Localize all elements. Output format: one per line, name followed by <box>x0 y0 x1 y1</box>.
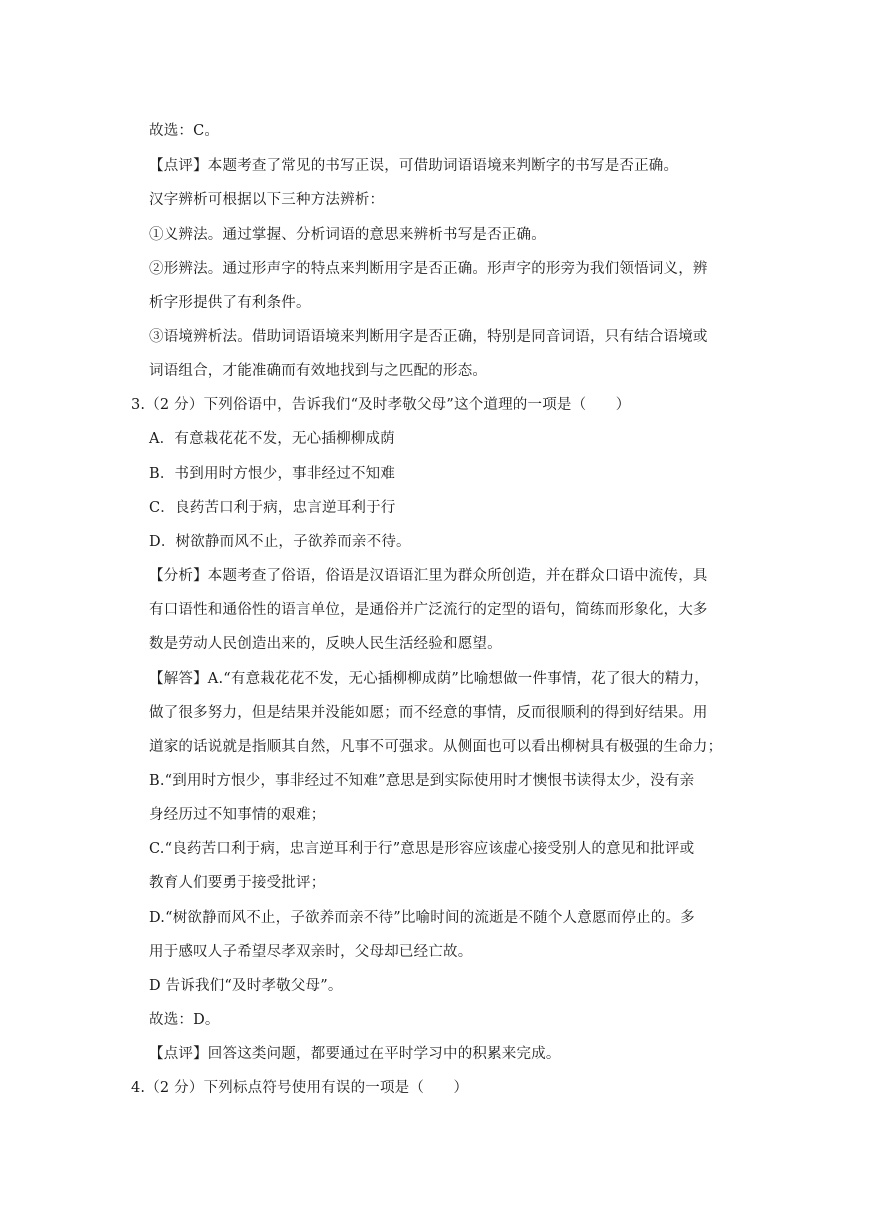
question-3-option-b: B．书到用时方恨少，事非经过不知难 <box>149 466 396 482</box>
question-4-stem: 4.（2 分）下列标点符号使用有误的一项是（ ） <box>131 1080 469 1096</box>
comment-line: 【点评】本题考查了常见的书写正误，可借助词语语境来判断字的书写是否正确。 <box>149 158 679 174</box>
solution-line: 【解答】A.“有意栽花花不发，无心插柳柳成荫”比喻想做一件事情，花了很大的精力， <box>149 671 709 687</box>
answer-choice-line: 故选：C。 <box>149 123 220 139</box>
method-2-line: ②形辨法。通过形声字的特点来判断用字是否正确。形声字的形旁为我们领悟词义，辨 <box>149 261 708 277</box>
method-intro-line: 汉字辨析可根据以下三种方法辨析： <box>149 192 385 208</box>
solution-continued-line: 道家的话说就是指顺其自然，凡事不可强求。从侧面也可以看出柳树具有极强的生命力； <box>149 739 723 755</box>
question-3-option-d: D．树欲静而风不止，子欲养而亲不待。 <box>149 534 411 550</box>
solution-c-continued-line: 教育人们要勇于接受批评； <box>149 875 326 891</box>
solution-conclusion-line: D 告诉我们“及时孝敬父母”。 <box>149 978 343 994</box>
method-2-continued-line: 析字形提供了有利条件。 <box>149 295 311 311</box>
answer-choice-line: 故选：D。 <box>149 1012 220 1028</box>
solution-d-continued-line: 用于感叹人子希望尽孝双亲时，父母却已经亡故。 <box>149 944 473 960</box>
question-3-option-a: A．有意栽花花不发，无心插柳柳成荫 <box>149 431 395 447</box>
solution-c-line: C.“良药苦口利于病，忠言逆耳利于行”意思是形容应该虚心接受别人的意见和批评或 <box>149 841 695 857</box>
comment-line: 【点评】回答这类问题，都要通过在平时学习中的积累来完成。 <box>149 1046 561 1062</box>
analysis-line: 【分析】本题考查了俗语，俗语是汉语语汇里为群众所创造，并在群众口语中流传，具 <box>149 568 708 584</box>
solution-d-line: D.“树欲静而风不止，子欲养而亲不待”比喻时间的流逝是不随个人意愿而停止的。多 <box>149 910 695 926</box>
question-3-stem: 3.（2 分）下列俗语中，告诉我们“及时孝敬父母”这个道理的一项是（ ） <box>131 397 631 413</box>
question-3-option-c: C．良药苦口利于病，忠言逆耳利于行 <box>149 500 396 516</box>
analysis-continued-line: 数是劳动人民创造出来的，反映人民生活经验和愿望。 <box>149 636 502 652</box>
analysis-continued-line: 有口语性和通俗性的语言单位，是通俗并广泛流行的定型的语句，简练而形象化，大多 <box>149 602 708 618</box>
solution-continued-line: 做了很多努力，但是结果并没能如愿；而不经意的事情，反而很顺利的得到好结果。用 <box>149 705 708 721</box>
method-1-line: ①义辨法。通过掌握、分析词语的意思来辨析书写是否正确。 <box>149 227 546 243</box>
solution-b-line: B.“到用时方恨少，事非经过不知难”意思是到实际使用时才懊恨书读得太少，没有亲 <box>149 773 695 789</box>
method-3-continued-line: 词语组合，才能准确而有效地找到与之匹配的形态。 <box>149 363 488 379</box>
solution-b-continued-line: 身经历过不知事情的艰难； <box>149 807 326 823</box>
method-3-line: ③语境辨析法。借助词语语境来判断用字是否正确，特别是同音词语，只有结合语境或 <box>149 329 708 345</box>
